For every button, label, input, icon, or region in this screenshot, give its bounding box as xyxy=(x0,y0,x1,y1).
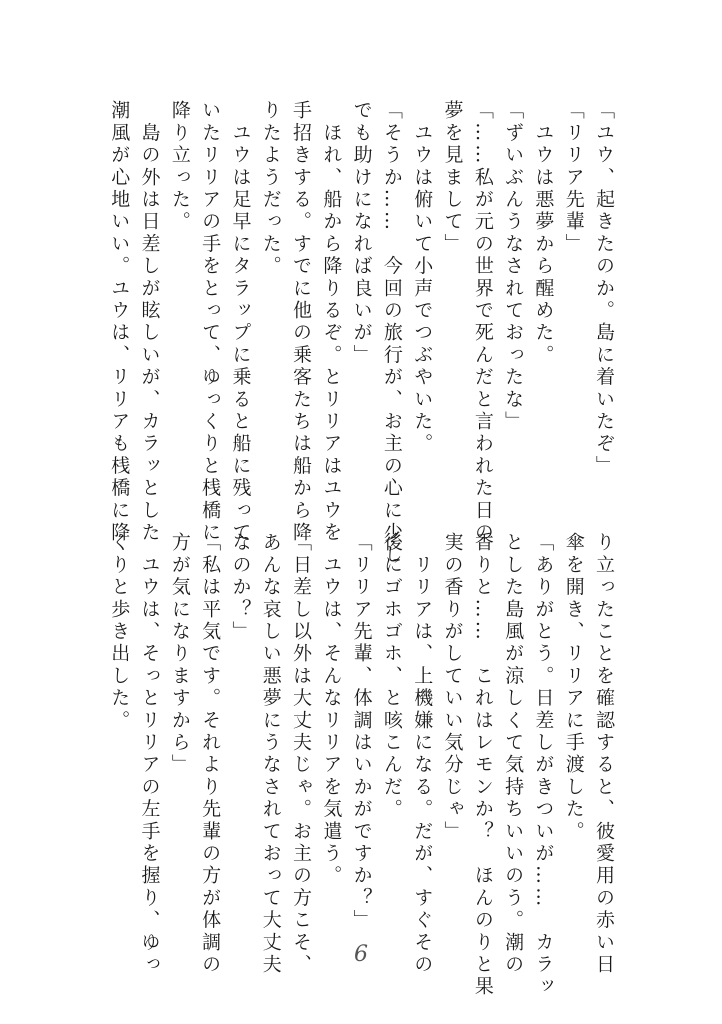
text-line: 「……私が元の世界で死んだと言われた日の xyxy=(471,100,494,544)
text-line: 実の香りがしていい気分じゃ」 xyxy=(441,532,464,843)
text-line: りたようだった。 xyxy=(259,100,282,278)
text-line: 「ずいぶんうなされておったな」 xyxy=(502,100,525,433)
text-line: でも助けになれば良いが」 xyxy=(350,100,373,367)
text-line: 「リリア先輩、体調はいかがですか？」 xyxy=(350,532,373,932)
text-line: 潮風が心地いい。ユウは、リリアも桟橋に降 xyxy=(108,100,131,544)
text-line: くりと歩き出した。 xyxy=(108,532,131,732)
text-line: ほれ、船から降りるぞ。とリリアはユウを xyxy=(320,100,343,544)
text-line: 香りと…… これはレモンか？ ほんのりと果 xyxy=(471,532,494,999)
text-line: いたリリアの手をとって、ゆっくりと桟橋に xyxy=(199,100,222,544)
text-line: 方が気になりますから」 xyxy=(168,532,191,777)
text-block-top xyxy=(103,100,619,567)
text-line: 「そうか…… 今回の旅行が、お主の心に少し xyxy=(380,100,403,567)
text-line: 後にゴホゴホ、と咳こんだ。 xyxy=(380,532,403,821)
text-line: 「ユウ、起きたのか。島に着いたぞ」 xyxy=(593,100,615,478)
text-line: ユウは、そんなリリアを気遣う。 xyxy=(320,532,343,888)
text-line: リリアは、上機嫌になる。だが、すぐその xyxy=(411,532,434,976)
text-line: 傘を開き、リリアに手渡した。 xyxy=(562,532,585,843)
text-line: とした島風が涼しくて気持ちいいのう。潮の xyxy=(502,532,525,976)
text-line: 降り立った。 xyxy=(168,100,191,234)
page-number: 6 xyxy=(354,942,368,967)
text-line: ユウは足早にタラップに乗ると船に残って xyxy=(229,100,252,544)
text-line: 島の外は日差しが眩しいが、カラッとした xyxy=(138,100,161,544)
text-line: ユウは悪夢から醒めた。 xyxy=(532,100,555,367)
text-line: ユウは、そっとリリアの左手を握り、ゆっ xyxy=(138,532,161,976)
text-line: なのか？」 xyxy=(229,532,252,643)
text-line: 「ありがとう。日差しがきついが…… カラッ xyxy=(532,532,555,999)
text-line: あんな哀しい悪夢にうなされておって大丈夫 xyxy=(259,532,282,976)
text-line: 「私は平気です。それより先輩の方が体調の xyxy=(199,532,222,976)
text-line: 手招きする。すでに他の乗客たちは船から降 xyxy=(290,100,313,544)
text-line: り立ったことを確認すると、彼愛用の赤い日 xyxy=(593,532,615,976)
text-line: 「日差し以外は大丈夫じゃ。お主の方こそ、 xyxy=(290,532,313,976)
text-line: ユウは俯いて小声でつぶやいた。 xyxy=(411,100,434,456)
text-line: 夢を見まして」 xyxy=(441,100,464,256)
text-line: 「リリア先輩」 xyxy=(562,100,585,256)
text-block-bottom xyxy=(103,532,619,999)
